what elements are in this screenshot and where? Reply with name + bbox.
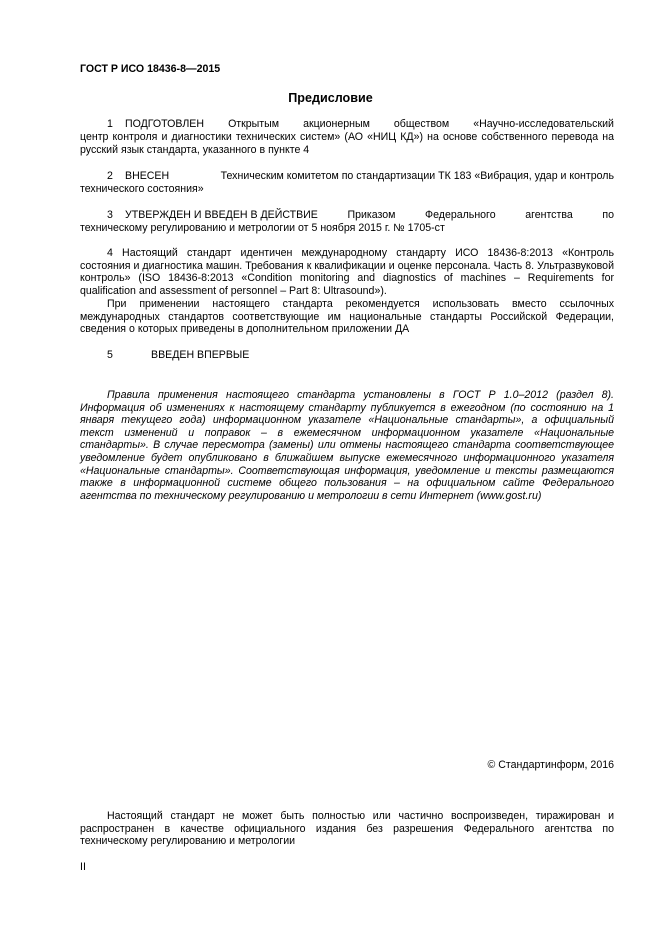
clause-1-number: 1 xyxy=(107,118,113,130)
clause-3-word: по xyxy=(602,209,614,221)
clause-1-word: акционерным xyxy=(303,118,370,130)
clause-3-label: УТВЕРЖДЕН И ВВЕДЕН В ДЕЙСТВИЕ xyxy=(125,209,318,221)
clause-1-word: «Научно-исследовательский xyxy=(473,118,614,130)
clause-1-head xyxy=(80,118,204,131)
clause-2-first-line xyxy=(80,170,614,183)
clause-5-label: ВВЕДЕН ВПЕРВЫЕ xyxy=(151,349,250,361)
rules-note: Правила применения настоящего стандарта установлены в ГОСТ Р 1.0–2012 (раздел 8). Информация об изменениях к настоящему стандарту публикуется в ежегодном (по состоянию на 1 января текущего года) информационном указателе «Национальные стандарты», а официальный текст изменений и поправок – в ежемесячном информационном указателе «Национальные стандарты». В случае пересмотра (замены) или отмены настоящего стандарта соответствующее уведомление будет опубликовано в ближайшем выпуске ежемесячного информационного указателя «Национальные стандарты». Соответствующая информация, уведомление и тексты размещаются также в информационной системе общего пользования – на официальном сайте Федерального агентства по техническому регулированию и метрологии в сети Интернет (www.gost.ru) xyxy=(80,389,614,502)
clause-3-number: 3 xyxy=(107,209,113,221)
clause-3-word: Федерального xyxy=(425,209,496,221)
clause-4-text: 4 Настоящий стандарт идентичен международному стандарту ИСО 18436-8:2013 «Контроль состояния и диагностика машин. Требования к квалификации и оценке персонала. Часть 8. Ультразвуковой контроль» (ISO 18436-8:2013 «Condition monitoring and diagnostics of machines – Requirements for qualification and assessment of personnel – Part 8: Ultrasound»). xyxy=(80,247,614,297)
reproduction-note: Настоящий стандарт не может быть полностью или частично воспроизведен, тиражирован и распространен в качестве официального издания без разрешения Федерального агентства по техническому регулированию и метрологии xyxy=(80,810,614,848)
clause-1-label: ПОДГОТОВЛЕН xyxy=(125,118,205,130)
clause-3-word: агентства xyxy=(525,209,573,221)
clause-3-word: Приказом xyxy=(347,209,396,221)
clause-1-word: обществом xyxy=(393,118,450,130)
page-number: II xyxy=(80,861,86,873)
clause-5-line xyxy=(80,349,614,362)
clause-1-first-line xyxy=(80,118,614,131)
clause-2-label: ВНЕСЕН xyxy=(125,170,170,182)
clause-2-head xyxy=(80,170,169,183)
clause-5-number: 5 xyxy=(107,349,113,361)
copyright: © Стандартинформ, 2016 xyxy=(487,759,614,771)
clause-3-first-line xyxy=(80,209,614,222)
page-title: Предисловие xyxy=(288,91,373,105)
clause-1-text: центр контроля и диагностики технических систем» (АО «НИЦ КД») на основе собственного перевода на русский язык стандарта, указанного в пункте 4 xyxy=(80,131,614,156)
clause-3-head xyxy=(80,209,318,222)
clause-2-number: 2 xyxy=(107,170,113,182)
clause-3-text: техническому регулированию и метрологии от 5 ноября 2015 г. № 1705-ст xyxy=(80,222,445,234)
clause-4-paragraph-2: При применении настоящего стандарта рекомендуется использовать вместо ссылочных международных стандартов соответствующие им национальные стандарты Российской Федерации, сведения о которых приведены в дополнительном приложении ДА xyxy=(80,298,614,336)
clause-2-text-continued: технического состояния» xyxy=(80,183,204,195)
clause-1-word: Открытым xyxy=(228,118,280,130)
document-code: ГОСТ Р ИСО 18436-8—2015 xyxy=(80,63,221,75)
clause-2-text: Техническим комитетом по стандартизации ТК 183 «Вибрация, удар и контроль xyxy=(220,170,614,182)
